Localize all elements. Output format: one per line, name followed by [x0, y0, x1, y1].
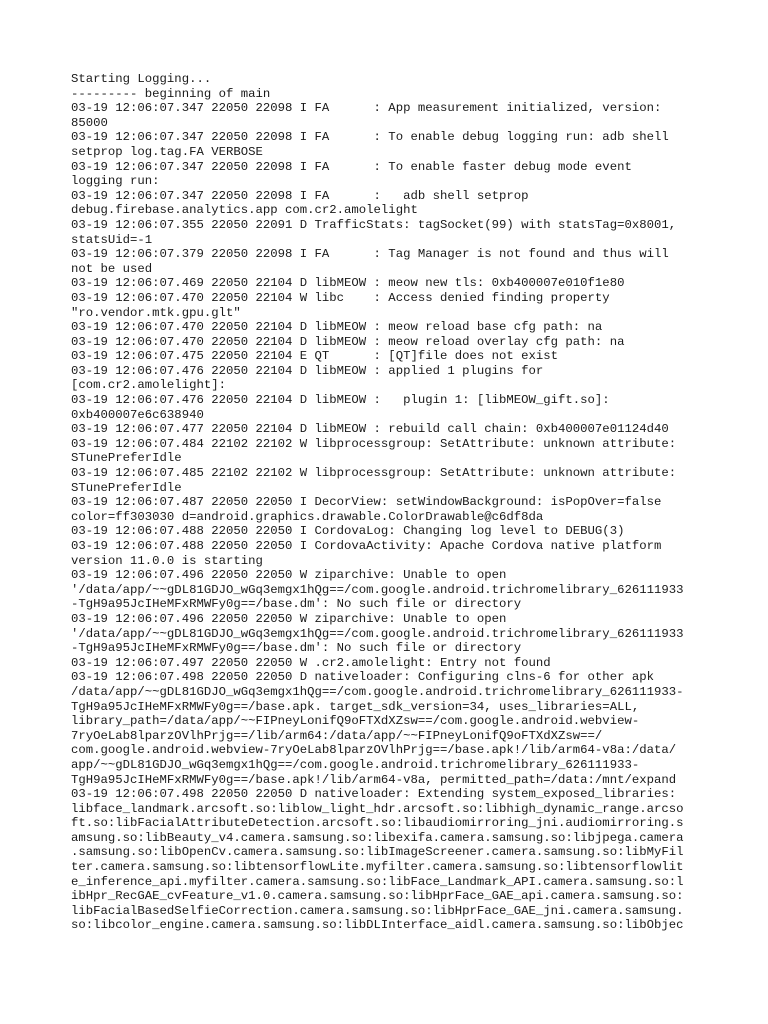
log-line: 03-19 12:06:07.476 22050 22104 D libMEOW : applied 1 plugins for	[71, 363, 544, 378]
log-line: --------- beginning of main	[71, 86, 271, 101]
log-line: 03-19 12:06:07.487 22050 22050 I DecorView: setWindowBackground: isPopOver=false	[71, 495, 662, 510]
log-line: TgH9a95JcIHeMFxRMWFy0g==/base.apk. target_sdk_version=34, uses_libraries=ALL,	[71, 699, 640, 714]
log-line: -TgH9a95JcIHeMFxRMWFy0g==/base.dm': No such file or directory	[71, 641, 522, 656]
log-line: logging run:	[71, 174, 160, 189]
log-line: 03-19 12:06:07.347 22050 22098 I FA : App measurement initialized, version:	[71, 101, 662, 116]
log-line: TgH9a95JcIHeMFxRMWFy0g==/base.apk!/lib/arm64-v8a, permitted_path=/data:/mnt/expand	[71, 772, 677, 787]
log-line: com.google.android.webview-7ryOeLab8lparzOVlhPrjg==/base.apk!/lib/arm64-v8a:/data/	[71, 743, 677, 758]
log-line: 03-19 12:06:07.379 22050 22098 I FA : Tag Manager is not found and thus will	[71, 247, 669, 262]
log-line: [com.cr2.amolelight]:	[71, 378, 226, 393]
log-line: 03-19 12:06:07.484 22102 22102 W libprocessgroup: SetAttribute: unknown attribute:	[71, 436, 677, 451]
log-line: so:libcolor_engine.camera.samsung.so:libDLInterface_aidl.camera.samsung.so:libObjec	[71, 918, 684, 933]
log-line: 0xb400007e6c638940	[71, 407, 204, 422]
log-line: library_path=/data/app/~~FIPneyLonifQ9oFTXdXZsw==/com.google.android.webview-	[71, 714, 640, 729]
log-line: 03-19 12:06:07.347 22050 22098 I FA : To enable debug logging run: adb shell	[71, 130, 669, 145]
log-line: 03-19 12:06:07.475 22050 22104 E QT : [QT]file does not exist	[71, 349, 559, 364]
log-line: 03-19 12:06:07.496 22050 22050 W ziparchive: Unable to open	[71, 568, 507, 583]
log-line: Starting Logging...	[71, 72, 212, 86]
log-line: not be used	[71, 261, 153, 276]
log-line: ibHpr_RecGAE_cvFeature_v1.0.camera.samsung.so:libHprFace_GAE_api.camera.samsung.so:	[71, 889, 684, 904]
log-line: -TgH9a95JcIHeMFxRMWFy0g==/base.dm': No such file or directory	[71, 597, 522, 612]
log-line: 85000	[71, 115, 108, 130]
log-line: 03-19 12:06:07.470 22050 22104 W libc : Access denied finding property	[71, 290, 610, 305]
log-line: 03-19 12:06:07.485 22102 22102 W libprocessgroup: SetAttribute: unknown attribute:	[71, 466, 677, 481]
log-line: 03-19 12:06:07.498 22050 22050 D nativeloader: Configuring clns-6 for other apk	[71, 670, 654, 685]
log-line: 03-19 12:06:07.477 22050 22104 D libMEOW : rebuild call chain: 0xb400007e01124d40	[71, 422, 669, 437]
log-line: libFacialBasedSelfieCorrection.camera.samsung.so:libHprFace_GAE_jni.camera.samsung.	[71, 903, 684, 918]
log-line: 03-19 12:06:07.470 22050 22104 D libMEOW : meow reload base cfg path: na	[71, 320, 603, 335]
log-line: app/~~gDL81GDJO_wGq3emgx1hQg==/com.google.android.trichromelibrary_626111933-	[71, 757, 640, 772]
log-line: '/data/app/~~gDL81GDJO_wGq3emgx1hQg==/com.google.android.trichromelibrary_626111933	[71, 582, 684, 597]
log-line: 7ryOeLab8lparzOVlhPrjg==/lib/arm64:/data/app/~~FIPneyLonifQ9oFTXdXZsw==/	[71, 728, 603, 743]
log-line: amsung.so:libBeauty_v4.camera.samsung.so:libexifa.camera.samsung.so:libjpega.camera	[71, 830, 684, 845]
log-line: 03-19 12:06:07.469 22050 22104 D libMEOW : meow new tls: 0xb400007e010f1e80	[71, 276, 625, 291]
log-line: "ro.vendor.mtk.gpu.glt"	[71, 305, 241, 320]
log-line: '/data/app/~~gDL81GDJO_wGq3emgx1hQg==/com.google.android.trichromelibrary_626111933	[71, 626, 684, 641]
log-document	[71, 72, 701, 933]
log-line: debug.firebase.analytics.app com.cr2.amolelight	[71, 203, 418, 218]
log-line: 03-19 12:06:07.355 22050 22091 D TrafficStats: tagSocket(99) with statsTag=0x8001,	[71, 217, 677, 232]
log-line: 03-19 12:06:07.497 22050 22050 W .cr2.amolelight: Entry not found	[71, 655, 551, 670]
log-line: 03-19 12:06:07.347 22050 22098 I FA : adb shell setprop	[71, 188, 529, 203]
log-line: /data/app/~~gDL81GDJO_wGq3emgx1hQg==/com.google.android.trichromelibrary_626111933-	[71, 684, 684, 699]
log-line: 03-19 12:06:07.488 22050 22050 I CordovaLog: Changing log level to DEBUG(3)	[71, 524, 625, 539]
log-line: ter.camera.samsung.so:libtensorflowLite.myfilter.camera.samsung.so:libtensorflowlit	[71, 860, 684, 875]
log-line: 03-19 12:06:07.498 22050 22050 D nativeloader: Extending system_exposed_libraries:	[71, 787, 677, 802]
log-line: 03-19 12:06:07.476 22050 22104 D libMEOW : plugin 1: [libMEOW_gift.so]:	[71, 393, 610, 408]
log-line: libface_landmark.arcsoft.so:liblow_light_hdr.arcsoft.so:libhigh_dynamic_range.arcso	[71, 801, 684, 816]
log-line: 03-19 12:06:07.496 22050 22050 W ziparchive: Unable to open	[71, 611, 507, 626]
log-line: 03-19 12:06:07.488 22050 22050 I CordovaActivity: Apache Cordova native platform	[71, 539, 662, 553]
log-line: statsUid=-1	[71, 232, 153, 247]
log-line: 03-19 12:06:07.347 22050 22098 I FA : To enable faster debug mode event	[71, 159, 632, 174]
log-line: e_inference_api.myfilter.camera.samsung.so:libFace_Landmark_API.camera.samsung.so:l	[71, 874, 684, 889]
log-line: ft.so:libFacialAttributeDetection.arcsoft.so:libaudiomirroring_jni.audiomirroring.s	[71, 816, 684, 831]
log-line: .samsung.so:libOpenCv.camera.samsung.so:libImageScreener.camera.samsung.so:libMyFil	[71, 845, 684, 860]
log-line: STunePreferIdle	[71, 451, 182, 466]
log-line: 03-19 12:06:07.470 22050 22104 D libMEOW : meow reload overlay cfg path: na	[71, 334, 625, 349]
log-line: version 11.0.0 is starting	[71, 553, 263, 568]
log-line: setprop log.tag.FA VERBOSE	[71, 144, 263, 159]
log-line: color=ff303030 d=android.graphics.drawable.ColorDrawable@c6df8da	[71, 509, 544, 524]
log-line: STunePreferIdle	[71, 480, 182, 495]
